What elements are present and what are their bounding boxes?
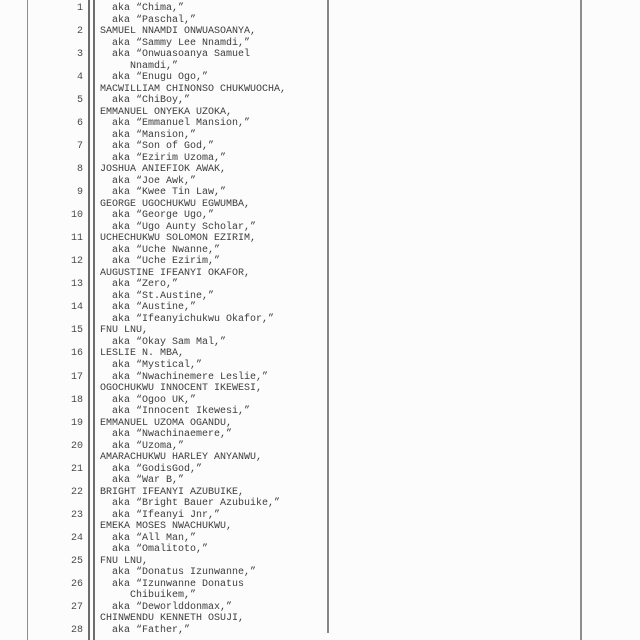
line-number: 21 [70,463,83,475]
line-text: aka “Omalitoto,” [100,544,209,556]
line-number: 22 [70,486,83,498]
line-text: Nnamdi,” [100,60,179,72]
line-number: 11 [70,233,83,245]
line-number: 15 [70,325,83,337]
line-text: AMARACHUKWU HARLEY ANYANWU, [100,452,263,464]
pleading-line-row [0,95,578,107]
line-text: aka “Izunwanne Donatus [100,578,245,590]
line-number [0,199,83,211]
line-text: aka “Ifeanyichukwu Okafor,” [100,313,275,325]
pleading-line-row [0,613,578,625]
pleading-line-row [0,107,578,119]
line-number: 5 [76,95,83,107]
line-number [0,291,83,303]
pleading-line-row [0,314,578,326]
line-text: aka “Father,” [100,624,191,636]
pleading-line-row [0,49,578,61]
line-number [0,314,83,326]
pleading-line-row [0,3,578,15]
line-text: aka “Ifeanyi Jnr,” [100,509,221,521]
line-text: SAMUEL NNAMDI ONWUASOANYA, [100,26,257,38]
pleading-line-row [0,199,578,211]
line-text: BRIGHT IFEANYI AZUBUIKE, [100,486,245,498]
pleading-line-row [0,579,578,591]
line-text: FNU LNU, [100,555,149,567]
pleading-line-row [0,590,578,602]
pleading-line-row [0,487,578,499]
line-number: 3 [76,49,83,61]
line-number: 2 [76,26,83,38]
line-number [0,429,83,441]
line-number: 18 [70,394,83,406]
pleading-line-row [0,256,578,268]
line-text: aka “Onwuasoanya Samuel [100,49,251,61]
right-margin-rule [580,0,582,640]
line-text: aka “Austine,” [100,302,197,314]
pleading-line-row [0,360,578,372]
line-number: 12 [70,256,83,268]
line-text: aka “Sammy Lee Nnamdi,” [100,37,251,49]
pleading-line-row [0,602,578,614]
pleading-line-row [0,452,578,464]
line-text: aka “Donatus Izunwanne,” [100,567,257,579]
line-text: aka “Chima,” [100,3,185,14]
line-number: 17 [70,371,83,383]
line-number: 24 [70,532,83,544]
line-number [0,337,83,349]
line-text: CHINWENDU KENNETH OSUJI, [100,613,245,625]
line-text: aka “Ogoo UK,” [100,394,197,406]
pleading-line-row [0,464,578,476]
pleading-line-row [0,279,578,291]
document-lines [0,3,578,636]
line-text: FNU LNU, [100,325,149,337]
pleading-line-row [0,61,578,73]
line-text: aka “Son of God,” [100,141,215,153]
pleading-line-row [0,567,578,579]
line-number [0,590,83,602]
pleading-line-row [0,475,578,487]
line-number: 19 [70,417,83,429]
line-text: aka “GodisGod,” [100,463,203,475]
line-text: aka “War B,” [100,475,185,487]
line-number [0,245,83,257]
line-number [0,61,83,73]
pleading-line-row [0,544,578,556]
line-number: 27 [70,601,83,613]
line-number [0,222,83,234]
pleading-line-row [0,118,578,130]
line-number [0,475,83,487]
line-number [0,360,83,372]
line-text: aka “St.Austine,” [100,290,215,302]
line-number: 16 [70,348,83,360]
pleading-line-row [0,141,578,153]
pleading-line-row [0,441,578,453]
line-text: aka “Joe Awk,” [100,175,197,187]
pleading-line-row [0,15,578,27]
pleading-line-row [0,556,578,568]
line-number [0,15,83,27]
line-number: 28 [70,624,83,636]
pleading-line-row [0,383,578,395]
line-number: 13 [70,279,83,291]
line-text: aka “Emmanuel Mansion,” [100,118,251,130]
pleading-line-row [0,130,578,142]
line-number: 14 [70,302,83,314]
line-text: GEORGE UGOCHUKWU EGWUMBA, [100,198,251,210]
pleading-line-row [0,418,578,430]
line-text: aka “Innocent Ikewesi,” [100,406,251,418]
line-text: aka “Mansion,” [100,129,197,141]
pleading-line-row [0,245,578,257]
line-number: 23 [70,509,83,521]
line-text: aka “Uche Ezirim,” [100,256,221,268]
line-number [0,521,83,533]
line-text: JOSHUA ANIEFIOK AWAK, [100,164,227,176]
pleading-line-row [0,187,578,199]
line-number: 10 [70,210,83,222]
pleading-line-row [0,325,578,337]
line-number [0,567,83,579]
line-text: EMMANUEL ONYEKA UZOKA, [100,106,233,118]
pleading-line-row [0,233,578,245]
line-number: 1 [76,3,83,14]
line-text: aka “Ugo Aunty Scholar,” [100,221,257,233]
pleading-line-row [0,348,578,360]
line-text: LESLIE N. MBA, [100,348,185,360]
pleading-line-row [0,498,578,510]
line-text: AUGUSTINE IFEANYI OKAFOR, [100,267,251,279]
line-number: 25 [70,555,83,567]
line-text: aka “Mystical,” [100,359,203,371]
line-number: 8 [76,164,83,176]
line-text: EMEKA MOSES NWACHUKWU, [100,521,233,533]
line-text: aka “Okay Sam Mal,” [100,336,227,348]
line-text: aka “Uzoma,” [100,440,185,452]
line-text: aka “Nwachinemere Leslie,” [100,371,269,383]
line-text: aka “Paschal,” [100,14,197,26]
line-number [0,544,83,556]
line-number [0,383,83,395]
line-number: 6 [76,118,83,130]
line-text: aka “George Ugo,” [100,210,215,222]
pleading-line-row [0,164,578,176]
line-text: aka “Uche Nwanne,” [100,244,221,256]
line-number: 20 [70,440,83,452]
pleading-line-row [0,372,578,384]
pleading-line-row [0,406,578,418]
line-number [0,84,83,96]
line-text: aka “Zero,” [100,279,179,291]
line-number [0,268,83,280]
line-number: 26 [70,578,83,590]
line-text: aka “Deworlddonmax,” [100,601,233,613]
pleading-line-row [0,521,578,533]
line-number [0,613,83,625]
line-number [0,452,83,464]
pleading-line-row [0,625,578,637]
pleading-line-row [0,302,578,314]
line-text: aka “Bright Bauer Azubuike,” [100,498,281,510]
line-text: aka “ChiBoy,” [100,95,191,107]
pleading-line-row [0,26,578,38]
line-number [0,107,83,119]
pleading-line-row [0,429,578,441]
line-number: 4 [76,72,83,84]
line-text: OGOCHUKWU INNOCENT IKEWESI, [100,383,263,395]
pleading-line-row [0,210,578,222]
pleading-line-row [0,84,578,96]
line-text: aka “Nwachinaemere,” [100,429,233,441]
line-text: Chibuikem,” [100,590,197,602]
pleading-line-row [0,291,578,303]
line-number [0,406,83,418]
line-number [0,130,83,142]
line-text: UCHECHUKWU SOLOMON EZIRIM, [100,233,257,245]
line-text: aka “Enugu Ogo,” [100,72,209,84]
line-number [0,176,83,188]
line-text: EMMANUEL UZOMA OGANDU, [100,417,233,429]
pleading-line-row [0,268,578,280]
line-number [0,38,83,50]
line-text: MACWILLIAM CHINONSO CHUKWUOCHA, [100,83,287,95]
pleading-line-row [0,510,578,522]
line-text: aka “Kwee Tin Law,” [100,187,227,199]
line-text: aka “All Man,” [100,532,197,544]
pleading-line-row [0,38,578,50]
line-number [0,153,83,165]
pleading-line-row [0,395,578,407]
line-number [0,498,83,510]
line-number: 7 [76,141,83,153]
pleading-line-row [0,153,578,165]
pleading-line-row [0,533,578,545]
pleading-line-row [0,222,578,234]
pleading-line-row [0,337,578,349]
pleading-line-row [0,72,578,84]
pleading-line-row [0,176,578,188]
line-text: aka “Ezirim Uzoma,” [100,152,227,164]
line-number: 9 [76,187,83,199]
